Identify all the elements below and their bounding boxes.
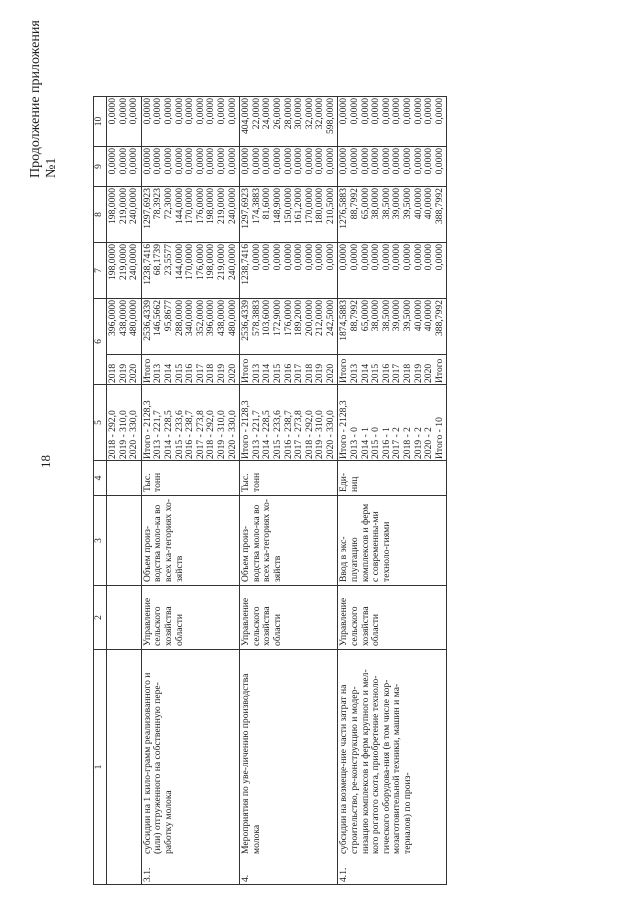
- measure-cell-inner: [107, 650, 109, 884]
- cell-line: 0,0000: [391, 244, 403, 271]
- cell-line: 2013: [152, 363, 164, 383]
- cell-line: 0,0000: [314, 148, 326, 175]
- cell-line: 88,7992: [349, 300, 361, 332]
- cell-line: Итого: [240, 358, 252, 383]
- cell-line: 2020: [423, 363, 435, 383]
- cell-line: 150,0000: [282, 188, 294, 224]
- cell-line: 1276,5883: [338, 188, 350, 229]
- executor-cell: Управление сельского хозяйства области: [338, 586, 447, 650]
- col-header-3: 3: [94, 496, 107, 586]
- cell-line: 578,3883: [250, 300, 262, 336]
- cell-line: 2017: [194, 363, 206, 383]
- cell-line: 2013: [349, 363, 361, 383]
- cell-line: 212,0000: [314, 300, 326, 336]
- cell-line: 0,0000: [412, 98, 424, 125]
- federal-budget-cell: [141, 243, 239, 299]
- cell-line: 2020 - 330,0: [324, 410, 336, 459]
- cell-line: 0,0000: [226, 98, 238, 125]
- cell-line: 65,0000: [359, 188, 371, 220]
- cell-line: 2020 - 330,0: [226, 410, 238, 459]
- cell-line: 0,0000: [215, 148, 227, 175]
- cell-line: 0,0000: [349, 148, 361, 175]
- cell-line: 0,0000: [215, 98, 227, 125]
- col-header-1: 1: [94, 650, 107, 885]
- col-header-8: 8: [94, 187, 107, 243]
- cell-line: 39,5000: [402, 188, 414, 220]
- cell-line: 161,2000: [293, 188, 305, 224]
- cell-line: Итого: [433, 358, 445, 383]
- cell-line: 2017 - 2: [391, 427, 403, 459]
- appendix-continuation: Продолжение приложения №1: [28, 20, 59, 178]
- header-row: [94, 97, 107, 885]
- cell-line: 0,0000: [380, 244, 392, 271]
- cell-line: 388,7992: [433, 188, 445, 224]
- cell-line: 288,0000: [173, 300, 185, 336]
- local-budget-cell: [338, 147, 447, 187]
- cell-line: 2014 - 1: [359, 427, 371, 459]
- executor-cell: Управление сельского хозяйства области: [240, 586, 338, 650]
- cell-line: Итого: [141, 358, 153, 383]
- cell-line: 240,0000: [226, 188, 238, 224]
- cell-line: Итого - 10: [433, 417, 445, 459]
- cell-line: 0,0000: [128, 98, 140, 125]
- cell-line: 0,0000: [173, 98, 185, 125]
- col-header-10: 10: [94, 97, 107, 147]
- measure-cell-inner: [240, 650, 263, 884]
- row-number: 4.: [240, 874, 252, 882]
- measure-description: [107, 650, 109, 856]
- cell-line: 2013 - 221,7: [152, 410, 164, 459]
- cell-line: Итого: [338, 358, 350, 383]
- cell-line: 144,0000: [173, 188, 185, 224]
- cell-line: 2013 - 221,7: [250, 410, 262, 459]
- cell-line: 0,0000: [205, 148, 217, 175]
- cell-line: 198,0000: [205, 244, 217, 280]
- cell-line: 0,0000: [261, 244, 273, 271]
- cell-line: 0,0000: [370, 244, 382, 271]
- cell-line: 176,0000: [194, 244, 206, 280]
- regional-budget-cell: [240, 187, 338, 243]
- unit-cell: Тыс. тонн: [141, 461, 239, 496]
- table-body: [107, 97, 447, 885]
- indicator-cell: Объем произ-водства моло-ка во всех ка-тегориях хо-зяйств: [240, 496, 338, 586]
- cell-line: 2014: [359, 363, 371, 383]
- cell-line: 2017: [293, 363, 305, 383]
- cell-line: 0,0000: [402, 98, 414, 125]
- target-values-cell: [107, 385, 142, 461]
- cell-line: 176,0000: [194, 188, 206, 224]
- cell-line: 2019 - 310,0: [215, 410, 227, 459]
- cell-line: 172,9000: [271, 300, 283, 336]
- cell-line: 0,0000: [324, 244, 336, 271]
- regional-budget-cell: [338, 187, 447, 243]
- federal-budget-cell: [240, 243, 338, 299]
- extrabudget-cell: [338, 97, 447, 147]
- cell-line: 480,0000: [128, 300, 140, 336]
- cell-line: 170,0000: [303, 188, 315, 224]
- cell-line: 0,0000: [391, 98, 403, 125]
- cell-line: 0,0000: [194, 98, 206, 125]
- cell-line: 2019: [314, 363, 326, 383]
- cell-line: 396,0000: [205, 300, 217, 336]
- cell-line: 0,0000: [107, 148, 118, 175]
- cell-line: 404,0000: [240, 98, 252, 134]
- cell-line: 219,0000: [215, 188, 227, 224]
- cell-line: 0,0000: [314, 244, 326, 271]
- cell-line: 39,0000: [391, 188, 403, 220]
- cell-line: 40,0000: [412, 300, 424, 332]
- cell-line: 2016: [184, 363, 196, 383]
- cell-line: 2018 - 292,0: [205, 410, 217, 459]
- cell-line: 240,0000: [226, 244, 238, 280]
- cell-line: 0,0000: [250, 148, 262, 175]
- cell-line: 2016 - 238,7: [184, 410, 196, 459]
- cell-line: 0,0000: [162, 98, 174, 125]
- cell-line: 2019 - 2: [412, 427, 424, 459]
- measure-cell-inner: [142, 650, 176, 884]
- year-cell: [141, 355, 239, 385]
- cell-line: 2016: [380, 363, 392, 383]
- total-funding-cell: [338, 299, 447, 355]
- cell-line: 0,0000: [152, 148, 164, 175]
- cell-line: 1238,7416: [141, 244, 153, 285]
- table-row: [107, 97, 142, 885]
- cell-line: 2019: [117, 363, 129, 383]
- cell-line: 170,0000: [184, 244, 196, 280]
- measure-cell: [141, 650, 239, 885]
- local-budget-cell: [107, 147, 142, 187]
- cell-line: 148,9000: [271, 188, 283, 224]
- cell-line: 200,0000: [303, 300, 315, 336]
- cell-line: 0,0000: [205, 98, 217, 125]
- cell-line: 2017 - 273,8: [194, 410, 206, 459]
- cell-line: 1238,7416: [240, 244, 252, 285]
- cell-line: 30,0000: [293, 98, 305, 130]
- cell-line: 0,0000: [250, 244, 262, 271]
- unit-cell: Еди-ниц: [338, 461, 447, 496]
- cell-line: 0,0000: [423, 98, 435, 125]
- col-header-5: 5: [94, 385, 107, 461]
- program-table: [93, 96, 447, 885]
- cell-line: 0,0000: [271, 148, 283, 175]
- indicator-cell: Ввод в экс-плуатацию комплексов и ферм с современны-ми техноло-гиями: [338, 496, 447, 586]
- cell-line: 2014 - 228,5: [162, 410, 174, 459]
- cell-line: 2014: [261, 363, 273, 383]
- cell-line: 2020: [226, 363, 238, 383]
- measure-cell: [240, 650, 338, 885]
- extrabudget-cell: [240, 97, 338, 147]
- cell-line: 0,0000: [433, 98, 445, 125]
- target-values-cell: [141, 385, 239, 461]
- cell-line: 2016 - 1: [380, 427, 392, 459]
- cell-line: 38,5000: [380, 300, 392, 332]
- page-number: 18: [38, 455, 53, 468]
- col-header-6: 6: [94, 299, 107, 385]
- row-number: 3.1.: [141, 867, 153, 882]
- measure-cell-inner: [338, 650, 414, 884]
- cell-line: 340,0000: [184, 300, 196, 336]
- cell-line: 176,0000: [282, 300, 294, 336]
- unit-cell: [107, 461, 142, 496]
- cell-line: 438,0000: [117, 300, 129, 336]
- year-cell: [107, 355, 142, 385]
- cell-line: 219,0000: [117, 188, 129, 224]
- cell-line: 1297,6923: [141, 188, 153, 229]
- cell-line: 0,0000: [412, 148, 424, 175]
- total-funding-cell: [141, 299, 239, 355]
- cell-line: 2019: [412, 363, 424, 383]
- cell-line: 0,0000: [117, 98, 129, 125]
- federal-budget-cell: [338, 243, 447, 299]
- cell-line: 40,0000: [423, 300, 435, 332]
- cell-line: 146,5662: [152, 300, 164, 336]
- col-header-2: 2: [94, 586, 107, 650]
- cell-line: 88,7992: [349, 188, 361, 220]
- cell-line: 0,0000: [282, 148, 294, 175]
- cell-line: 0,0000: [184, 148, 196, 175]
- cell-line: 219,0000: [215, 244, 227, 280]
- cell-line: 0,0000: [402, 148, 414, 175]
- measure-cell: [107, 650, 142, 885]
- cell-line: 0,0000: [391, 148, 403, 175]
- cell-line: 2015: [370, 363, 382, 383]
- cell-line: 210,5000: [324, 188, 336, 224]
- cell-line: 68,1739: [152, 244, 164, 276]
- measure-description: субсидии на 1 кило-грамм реализованного и (или) отгруженного на собственную пере-работку молока: [141, 672, 174, 854]
- executor-cell: Управление сельского хозяйства области: [141, 586, 239, 650]
- cell-line: 22,0000: [250, 98, 262, 130]
- regional-budget-cell: [141, 187, 239, 243]
- cell-line: 0,0000: [433, 244, 445, 271]
- cell-line: 0,0000: [349, 98, 361, 125]
- cell-line: 32,0000: [303, 98, 315, 130]
- indicator-cell: [107, 496, 142, 586]
- cell-line: 2014 - 228,5: [261, 410, 273, 459]
- cell-line: 2536,4339: [141, 300, 153, 341]
- cell-line: 396,0000: [107, 300, 118, 336]
- federal-budget-cell: [107, 243, 142, 299]
- cell-line: 0,0000: [338, 244, 350, 271]
- total-funding-cell: [240, 299, 338, 355]
- cell-line: 28,0000: [282, 98, 294, 130]
- cell-line: 2017 - 273,8: [293, 410, 305, 459]
- cell-line: 2018: [402, 363, 414, 383]
- cell-line: 0,0000: [117, 148, 129, 175]
- cell-line: 32,0000: [314, 98, 326, 130]
- cell-line: 2015: [271, 363, 283, 383]
- row-number: 4.1.: [338, 867, 350, 882]
- cell-line: 0,0000: [359, 244, 371, 271]
- cell-line: 0,0000: [402, 244, 414, 271]
- cell-line: 438,0000: [215, 300, 227, 336]
- cell-line: 2016: [282, 363, 294, 383]
- cell-line: Итого - 2128,3: [141, 400, 153, 459]
- cell-line: 2019: [215, 363, 227, 383]
- table-row: [240, 97, 338, 885]
- target-values-cell: [240, 385, 338, 461]
- cell-line: 39,5000: [402, 300, 414, 332]
- cell-line: 0,0000: [412, 244, 424, 271]
- cell-line: 0,0000: [338, 98, 350, 125]
- cell-line: 0,0000: [194, 148, 206, 175]
- cell-line: 240,0000: [128, 188, 140, 224]
- cell-line: 2020: [324, 363, 336, 383]
- cell-line: 2013: [250, 363, 262, 383]
- cell-line: 23,5577: [162, 244, 174, 276]
- cell-line: 0,0000: [293, 244, 305, 271]
- row-number: [107, 856, 109, 884]
- extrabudget-cell: [107, 97, 142, 147]
- table-row: [338, 97, 447, 885]
- cell-line: 198,0000: [205, 188, 217, 224]
- cell-line: 0,0000: [423, 148, 435, 175]
- cell-line: 144,0000: [173, 244, 185, 280]
- col-header-7: 7: [94, 243, 107, 299]
- cell-line: 189,2000: [293, 300, 305, 336]
- cell-line: 0,0000: [433, 148, 445, 175]
- col-header-9: 9: [94, 147, 107, 187]
- cell-line: 2019 - 310,0: [117, 410, 129, 459]
- cell-line: 0,0000: [261, 148, 273, 175]
- cell-line: 81,6000: [261, 188, 273, 220]
- cell-line: 0,0000: [324, 148, 336, 175]
- cell-line: 2018: [205, 363, 217, 383]
- cell-line: 2020 - 2: [423, 427, 435, 459]
- cell-line: 2015 - 0: [370, 427, 382, 459]
- cell-line: 0,0000: [380, 148, 392, 175]
- measure-description: субсидии на возмеще-ние части затрат на строительство, ре-конструкцию и модер-низацию комплексов и ферм крупного и мел-кого рогатого скота, приобретение техноло-гического оборудова-ния (в том числе кор-мозаготовительной техники, машин и ма-териалов) по произ-: [338, 669, 414, 854]
- cell-line: 2017: [391, 363, 403, 383]
- cell-line: 198,0000: [107, 188, 118, 224]
- cell-line: 0,0000: [226, 148, 238, 175]
- cell-line: 0,0000: [240, 148, 252, 175]
- cell-line: 2018 - 292,0: [303, 410, 315, 459]
- cell-line: 2018 - 2: [402, 427, 414, 459]
- cell-line: 0,0000: [184, 98, 196, 125]
- cell-line: 240,0000: [128, 244, 140, 280]
- col-header-4: 4: [94, 461, 107, 496]
- cell-line: 0,0000: [173, 148, 185, 175]
- unit-cell: Тыс. тонн: [240, 461, 338, 496]
- measure-cell: [338, 650, 447, 885]
- cell-line: 480,0000: [226, 300, 238, 336]
- cell-line: 38,0000: [370, 188, 382, 220]
- total-funding-cell: [107, 299, 142, 355]
- cell-line: 0,0000: [271, 244, 283, 271]
- cell-line: 0,0000: [128, 148, 140, 175]
- cell-line: 180,0000: [314, 188, 326, 224]
- cell-line: 1874,5883: [338, 300, 350, 341]
- cell-line: 0,0000: [359, 148, 371, 175]
- cell-line: 0,0000: [141, 98, 153, 125]
- cell-line: 2015 - 233,6: [173, 410, 185, 459]
- cell-line: 38,5000: [380, 188, 392, 220]
- cell-line: 2015 - 233,6: [271, 410, 283, 459]
- cell-line: 2018: [107, 363, 118, 383]
- cell-line: 0,0000: [107, 98, 118, 125]
- cell-line: 40,0000: [412, 188, 424, 220]
- cell-line: 65,0000: [359, 300, 371, 332]
- cell-line: 2018 - 292,0: [107, 410, 118, 459]
- cell-line: 78,3923: [152, 188, 164, 220]
- cell-line: 0,0000: [338, 148, 350, 175]
- measure-description: Мероприятия по уве-личению производства молока: [240, 673, 262, 854]
- cell-line: 0,0000: [380, 98, 392, 125]
- cell-line: 0,0000: [303, 244, 315, 271]
- cell-line: 0,0000: [370, 148, 382, 175]
- cell-line: 2013 - 0: [349, 427, 361, 459]
- cell-line: 0,0000: [303, 148, 315, 175]
- cell-line: 2016 - 238,7: [282, 410, 294, 459]
- executor-cell: [107, 586, 142, 650]
- cell-line: 2014: [162, 363, 174, 383]
- cell-line: 170,0000: [184, 188, 196, 224]
- year-cell: [240, 355, 338, 385]
- cell-line: 26,0000: [271, 98, 283, 130]
- cell-line: 38,0000: [370, 300, 382, 332]
- cell-line: 0,0000: [370, 98, 382, 125]
- indicator-cell: Объем произ-водства моло-ка во всех ка-тегориях хо-зяйств: [141, 496, 239, 586]
- cell-line: 39,0000: [391, 300, 403, 332]
- cell-line: 0,0000: [293, 148, 305, 175]
- year-cell: [338, 355, 447, 385]
- cell-line: Итого - 2128,3: [240, 400, 252, 459]
- cell-line: 0,0000: [349, 244, 361, 271]
- cell-line: 198,0000: [107, 244, 118, 280]
- cell-line: 2536,4339: [240, 300, 252, 341]
- extrabudget-cell: [141, 97, 239, 147]
- cell-line: 0,0000: [359, 98, 371, 125]
- local-budget-cell: [240, 147, 338, 187]
- cell-line: 2018: [303, 363, 315, 383]
- cell-line: 352,0000: [194, 300, 206, 336]
- cell-line: 598,0000: [324, 98, 336, 134]
- local-budget-cell: [141, 147, 239, 187]
- cell-line: 0,0000: [423, 244, 435, 271]
- cell-line: 2020: [128, 363, 140, 383]
- cell-line: 95,8677: [162, 300, 174, 332]
- cell-line: 0,0000: [141, 148, 153, 175]
- table-row: [141, 97, 239, 885]
- cell-line: 2019 - 310,0: [314, 410, 326, 459]
- cell-line: 0,0000: [162, 148, 174, 175]
- cell-line: 24,0000: [261, 98, 273, 130]
- cell-line: 40,0000: [423, 188, 435, 220]
- cell-line: 1297,6923: [240, 188, 252, 229]
- cell-line: 2020 - 330,0: [128, 410, 140, 459]
- cell-line: Итого - 2128,3: [338, 400, 350, 459]
- target-values-cell: [338, 385, 447, 461]
- cell-line: 72,3000: [162, 188, 174, 220]
- cell-line: 174,3883: [250, 188, 262, 224]
- cell-line: 242,5000: [324, 300, 336, 336]
- cell-line: 219,0000: [117, 244, 129, 280]
- cell-line: 2015: [173, 363, 185, 383]
- cell-line: 0,0000: [282, 244, 294, 271]
- cell-line: 388,7992: [433, 300, 445, 336]
- cell-line: 0,0000: [152, 98, 164, 125]
- regional-budget-cell: [107, 187, 142, 243]
- cell-line: 103,6000: [261, 300, 273, 336]
